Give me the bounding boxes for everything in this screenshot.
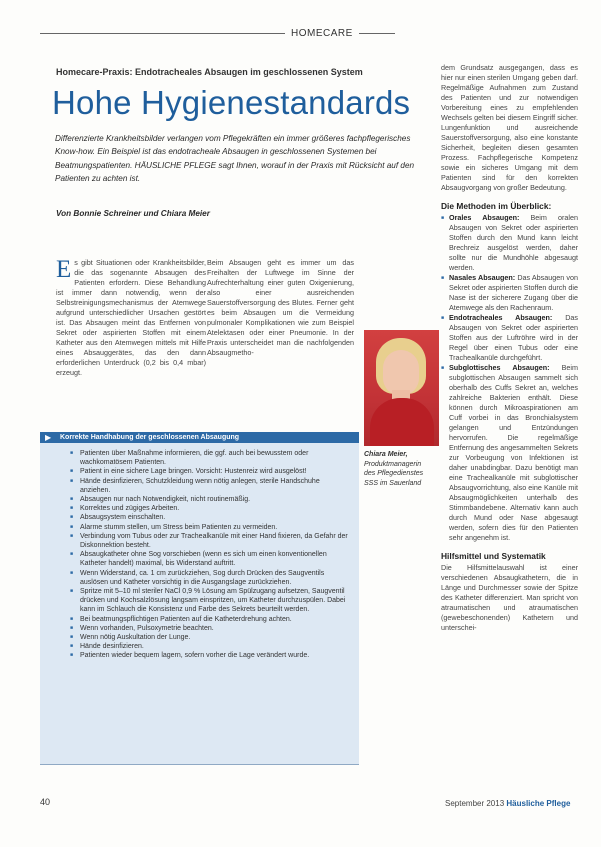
article-authors: Von Bonnie Schreiner und Chiara Meier	[56, 209, 210, 218]
section-label: HOMECARE	[285, 28, 359, 39]
page-number: 40	[40, 797, 51, 807]
caption-role: Produktmanagerin des Pflegedienstes SSS im Sauerland	[364, 460, 424, 487]
list-item: ■ Bei beatmungspflichtigen Patienten auf die Katheterdrehung achten.	[80, 615, 351, 624]
method-name: Subglottisches Absaugen:	[449, 363, 550, 372]
list-item	[449, 213, 578, 273]
list-item: ■ Patient in eine sichere Lage bringen. Vorsicht: Hustenreiz wird ausgelöst!	[80, 467, 351, 476]
list-item: ■ Wenn Widerstand, ca. 1 cm zurückziehen, Sog durch Drücken des Saugventils auslösen und Katheter vorsichtig in die Ausgangslage zurückziehen.	[80, 569, 351, 587]
methods-heading: Die Methoden im Überblick:	[441, 201, 552, 211]
infobox-heading: Korrekte Handhabung der geschlossenen Absaugung	[40, 432, 359, 443]
list-item: ■ Spritze mit 5–10 ml steriler NaCl 0,9 % Lösung am Spülzugang aufsetzen, Saugventil drücken und Kochsalzlösung langsam einspritzen, um Katheter durchzuspülen. Dabei kann im Schlauch die Konsistenz und Farbe des Sekrets beurteilt werden.	[80, 587, 351, 615]
body-column-2	[207, 258, 354, 358]
method-text: Das Absaugen von Sekret oder aspirierten Stoffen durch die Nase ist der sicherere Zugang über die Atemwege als den Rachenraum.	[449, 273, 579, 312]
tools-text: Die Hilfsmittelauswahl ist einer verschiedenen Absaugkathetern, die in Länge und Durchmesser sowie der Spitze des Katheter differenziert. Man spricht von atraumatischen und atraumatischen (gewebeschonenden) Kathetern und unterschei-	[441, 563, 578, 632]
tools-heading: Hilfsmittel und Systematik	[441, 551, 546, 561]
list-item: ■ Verbindung vom Tubus oder zur Trachealkanüle mit einer Hand fixieren, da Gefahr der Diskonnektion besteht.	[80, 532, 351, 550]
article-title: Hohe Hygienestandards	[52, 84, 411, 121]
footer-date: September 2013	[445, 799, 505, 808]
infobox-list	[40, 443, 359, 661]
arrow-right-icon: ▶	[45, 433, 52, 442]
article-kicker: Homecare-Praxis: Endotracheales Absaugen im geschlossenen System	[56, 67, 363, 77]
list-item: ■ Absaugen nur nach Notwendigkeit, nicht routinemäßig.	[80, 495, 351, 504]
methods-list	[441, 213, 578, 543]
drop-cap: E	[56, 256, 72, 283]
caption-name: Chiara Meier,	[364, 451, 408, 458]
method-text: Beim oralen Absaugen von Sekret oder aspirierten Stoffen durch den Mund kann leicht Brechreiz ausgelöst werden, daher sollte nur die Mundhöhle abgesaugt werden.	[449, 213, 578, 272]
list-item: ■ Absaugsystem einschalten.	[80, 513, 351, 522]
body-column-2-text: Beim Absaugen geht es immer um das Freihalten der Luftwege im Sinne der Aufrechterhaltung einer guten Oxigenierung, also einer ausreichenden Sauerstoffversorgung des Blutes. Ferner geht es beim Absaugen um die Vermeidung pulmonaler Komplikationen wie zum Beispiel Atelektasen oder einer Pneumonie. In der Praxis unterscheidet man die nachfolgenden Absaugmetho-	[207, 258, 354, 357]
list-item	[449, 363, 578, 543]
sidebar-column	[441, 63, 578, 633]
list-item: ■ Hände desinfizieren, Schutzkleidung wenn nötig anlegen, sterile Handschuhe anziehen.	[80, 477, 351, 495]
list-item: ■ Korrektes und zügiges Arbeiten.	[80, 504, 351, 513]
method-name: Orales Absaugen:	[449, 213, 520, 222]
footer-issue	[445, 799, 570, 808]
infobox	[40, 443, 359, 765]
body-column-1	[56, 258, 206, 378]
method-text: Beim subglottischen Absaugen sammelt sich oberhalb des Cuffs Sekret an, welches zahlreiche Bakterien enthält. Diese können durch Mikroaspirationen am Cuff vorbei in das Bronchialsystem gelangen und Entzündungen hervorrufen. Die regelmäßige Entfernung des angesammelten Sekrets zur Vorbeugung von Infektionen ist daher unabdingbar. Dazu benötigt man eine Trachealkanüle mit subglottischer Absaugvorrichtung, also eine Kanüle mit Absaugmöglichkeiten unterhalb des Stimmbandebene. Alternativ kann auch durch Mund oder Nase abgesaugt werden, sofern dies für den Patienten sehr angenehm ist.	[449, 363, 578, 542]
list-item: ■ Alarme stumm stellen, um Stress beim Patienten zu vermeiden.	[80, 523, 351, 532]
list-item: ■ Wenn vorhanden, Pulsoxymetrie beachten.	[80, 624, 351, 633]
list-item: ■ Absaugkatheter ohne Sog vorschieben (wenn es sich um einen konventionellen Katheter handelt) maximal, bis Widerstand auftritt.	[80, 550, 351, 568]
list-item: ■ Wenn nötig Auskultation der Lunge.	[80, 633, 351, 642]
list-item: ■ Patienten wieder bequem lagern, sofern vorher die Lage verändert wurde.	[80, 651, 351, 660]
author-photo	[364, 330, 439, 446]
footer-magazine: Häusliche Pflege	[506, 799, 571, 808]
list-item	[449, 313, 578, 363]
list-item: ■ Hände desinfizieren.	[80, 642, 351, 651]
sidebar-intro: dem Grundsatz ausgegangen, dass es hier nur einen sterilen Umgang geben darf. Regelmäßige Aufnahmen zum Zustand des Patienten und zur notwendigen Vorbereitung eines zu empfehlenden Wechsels gelten bei diesem Eingriff sicher. Lungenfunktion und ausreichende Sauerstoffversorgung, also eine konstante Sicherheit, begleiten diesen gesamten Prozess. Fachpflegerische Kompetenz sowie ein sicheres Umgang mit dem Patienten sind für den korrekten Absaugvorgang von großer Bedeutung.	[441, 63, 578, 192]
list-item	[449, 273, 578, 313]
method-name: Nasales Absaugen:	[449, 273, 516, 282]
method-name: Endotracheales Absaugen:	[449, 313, 553, 322]
body-column-1-text: s gibt Situationen oder Krankheitsbilder, die das sogenannte Absaugen des Patienten erfordern. Diese Behandlung ist immer dann notwendig, wenn der Selbstreinigungsmechanismus der Atemwege aufgrund unterschiedlicher Ursachen gestört ist. Das Absaugen meint das Entfernen von Sekret oder aspirierten Stoffen mit einem Katheter aus den Atemwegen mittels mit Hilfe eines Absauggerätes, das den dann erforderlichen Unterdruck (0,2 bis 0,4 mbar) erzeugt.	[56, 258, 206, 377]
method-text: Das Absaugen von Sekret oder aspirierten Stoffen aus der Luftröhre wird in der Regel über einen Tubus oder eine Trachealkanüle durchgeführt.	[449, 313, 578, 362]
photo-caption	[364, 450, 434, 488]
photo-body	[370, 398, 434, 446]
article-lead: Differenzierte Krankheitsbilder verlangen vom Pflegekräften ein immer größeres fachpflegerisches Know-how. Ein Beispiel ist das endotracheale Absaugen in geschlossenen Systemen bei Beatmungspatienten. HÄUSLICHE PFLEGE sagt Ihnen, worauf in der Praxis mit Rücksicht auf den Patienten zu achten ist.	[55, 134, 415, 184]
list-item: ■ Patienten über Maßnahme informieren, die ggf. auch bei bewusstem oder wachkomatösem Patienten.	[80, 449, 351, 467]
